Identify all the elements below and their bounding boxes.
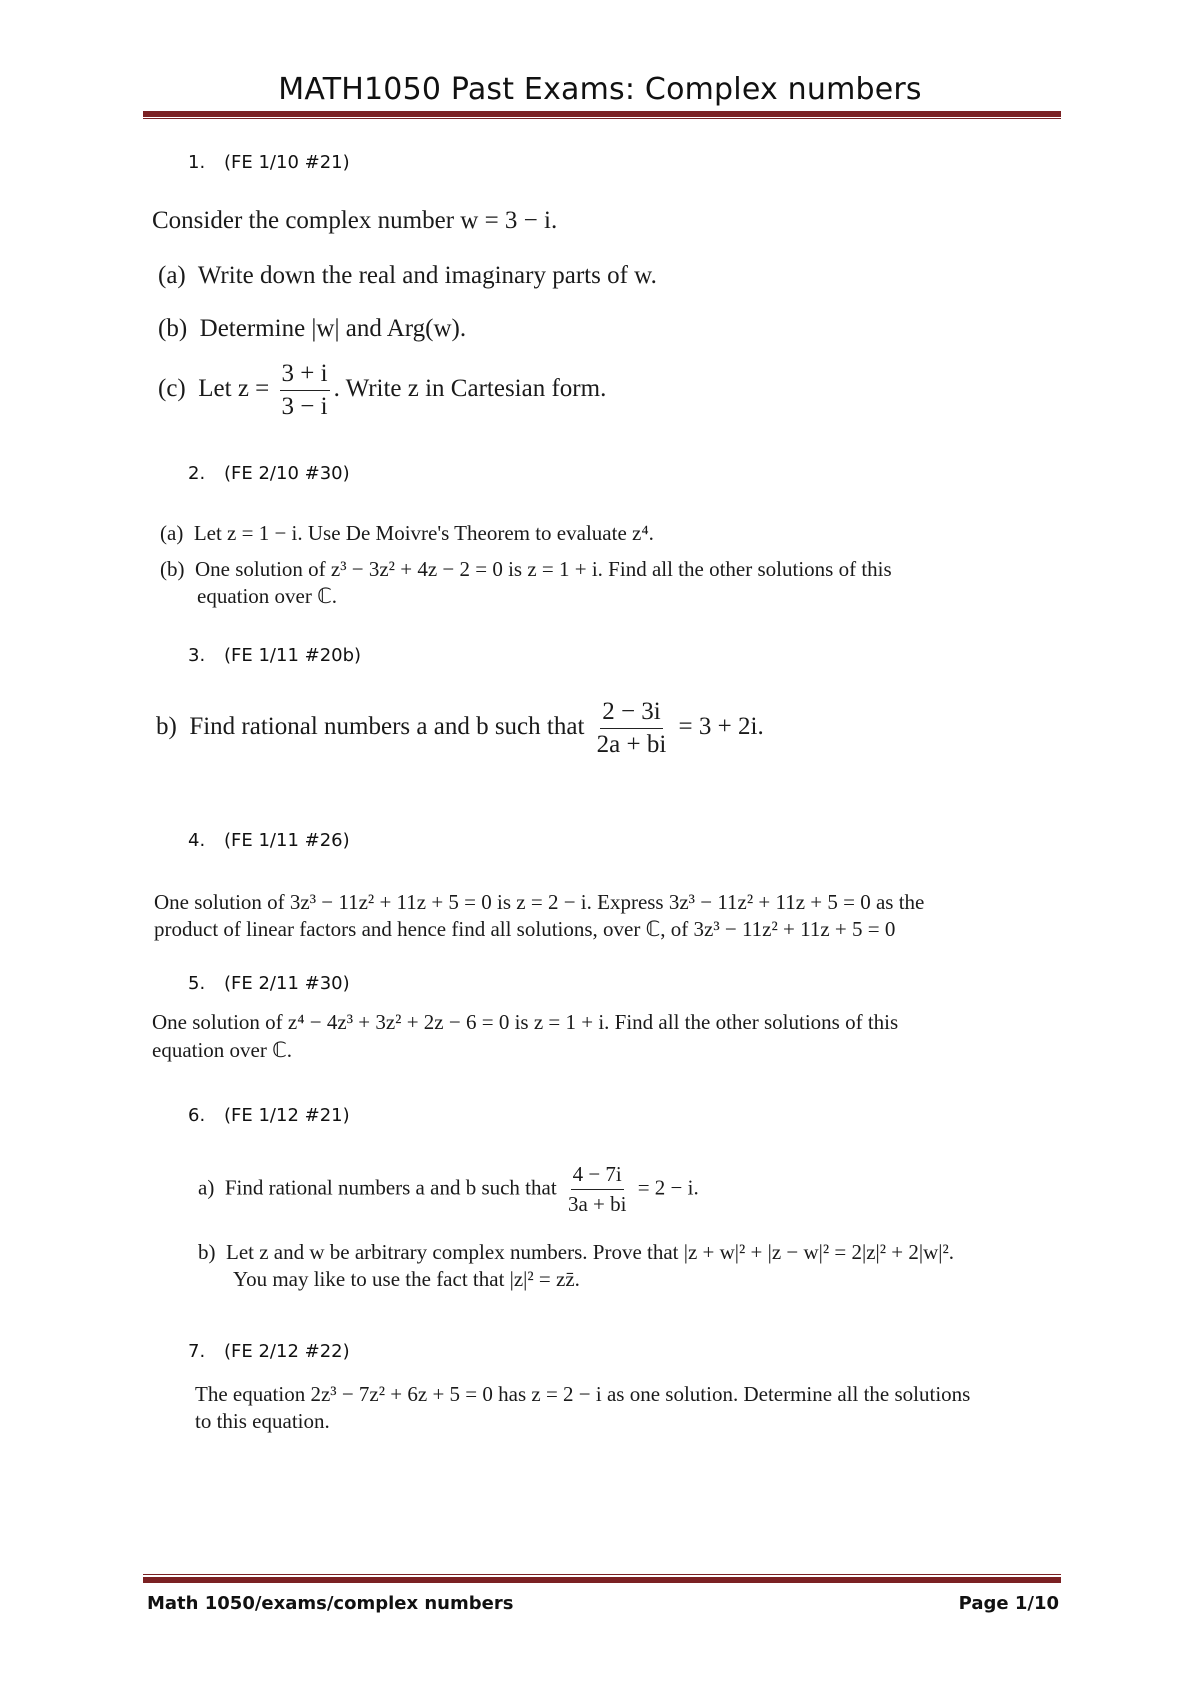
question-source: (FE 2/11 #30) — [224, 973, 350, 994]
question-2-heading — [188, 463, 350, 484]
question-2-part-b-cont: equation over ℂ. — [197, 584, 338, 608]
part-label: b) — [198, 1240, 216, 1264]
part-text-pre: Let z = — [198, 375, 270, 403]
part-text: Write down the real and imaginary parts of w. — [197, 262, 657, 289]
question-6-heading — [188, 1105, 350, 1126]
question-number: 3. — [188, 645, 206, 666]
part-label: (c) — [158, 375, 186, 403]
part-label: (a) — [160, 521, 184, 545]
fraction-denominator: 3 − i — [281, 393, 328, 420]
fraction-numerator: 4 − 7i — [571, 1162, 624, 1190]
question-4-heading — [188, 830, 350, 851]
question-source: (FE 2/12 #22) — [224, 1341, 350, 1362]
part-text: Let z = 1 − i. Use De Moivre's Theorem to evaluate z⁴. — [193, 521, 654, 545]
part-text: One solution of z³ − 3z² + 4z − 2 = 0 is z = 1 + i. Find all the other solutions of this — [195, 557, 892, 581]
question-source: (FE 1/10 #21) — [224, 152, 350, 173]
question-3-heading — [188, 645, 361, 666]
page-number: Page 1/10 — [958, 1593, 1059, 1614]
part-label: (a) — [158, 262, 186, 289]
fraction — [566, 1162, 629, 1217]
part-text-pre: Find rational numbers a and b such that — [189, 713, 585, 741]
question-number: 7. — [188, 1341, 206, 1362]
question-7-line-1: The equation 2z³ − 7z² + 6z + 5 = 0 has z = 2 − i as one solution. Determine all the solutions — [195, 1382, 971, 1406]
footer-rule — [143, 1577, 1061, 1583]
question-source: (FE 2/10 #30) — [224, 463, 350, 484]
fraction — [280, 360, 330, 421]
question-source: (FE 1/12 #21) — [224, 1105, 350, 1126]
question-1-part-b — [158, 315, 466, 343]
part-text-pre: Find rational numbers a and b such that — [224, 1175, 557, 1200]
question-5-line-2: equation over ℂ. — [152, 1038, 293, 1062]
part-label: a) — [198, 1175, 215, 1200]
question-source: (FE 1/11 #20b) — [224, 645, 362, 666]
question-6-part-a — [198, 1162, 699, 1217]
part-label: (b) — [158, 315, 188, 342]
question-3-part-b — [156, 698, 764, 759]
part-text: Determine |w| and Arg(w). — [199, 315, 467, 342]
fraction-denominator: 3a + bi — [567, 1192, 627, 1216]
question-7-line-2: to this equation. — [195, 1409, 330, 1433]
question-number: 4. — [188, 830, 206, 851]
part-text: Let z and w be arbitrary complex numbers. Prove that |z + w|² + |z − w|² = 2|z|² + 2|w|². — [226, 1240, 955, 1264]
page-title: MATH1050 Past Exams: Complex numbers — [278, 72, 922, 107]
question-number: 1. — [188, 152, 206, 173]
fraction — [595, 698, 669, 759]
part-text-post: = 2 − i. — [637, 1175, 699, 1200]
part-label: b) — [156, 713, 177, 741]
question-4-line-2: product of linear factors and hence find all solutions, over ℂ, of 3z³ − 11z² + 11z + 5 = 0 — [154, 917, 896, 941]
question-1-part-c — [158, 360, 606, 421]
question-2-part-a — [160, 521, 654, 546]
question-5-line-1: One solution of z⁴ − 4z³ + 3z² + 2z − 6 = 0 is z = 1 + i. Find all the other solutions of this — [152, 1010, 899, 1034]
question-2-part-b — [160, 557, 892, 582]
question-number: 5. — [188, 973, 206, 994]
question-4-line-1: One solution of 3z³ − 11z² + 11z + 5 = 0 is z = 2 − i. Express 3z³ − 11z² + 11z + 5 = 0 as the — [154, 890, 925, 914]
question-1-part-a — [158, 262, 657, 290]
footer-rule-thin — [143, 1574, 1061, 1575]
header-rule — [143, 111, 1061, 117]
question-6-part-b-cont: You may like to use the fact that |z|² = zz̄. — [233, 1267, 580, 1291]
part-text-post: . Write z in Cartesian form. — [333, 375, 607, 403]
fraction-numerator: 2 − 3i — [600, 698, 663, 729]
part-label: (b) — [160, 557, 185, 581]
question-1-heading — [188, 152, 350, 173]
fraction-denominator: 2a + bi — [596, 731, 667, 758]
question-5-heading — [188, 973, 350, 994]
question-7-heading — [188, 1341, 350, 1362]
header-rule-thin — [143, 118, 1061, 119]
question-1-intro: Consider the complex number w = 3 − i. — [152, 207, 558, 234]
question-6-part-b — [198, 1240, 954, 1265]
question-number: 6. — [188, 1105, 206, 1126]
footer-path: Math 1050/exams/complex numbers — [147, 1593, 514, 1614]
part-text-post: = 3 + 2i. — [678, 713, 764, 741]
question-source: (FE 1/11 #26) — [224, 830, 350, 851]
fraction-numerator: 3 + i — [280, 360, 330, 391]
question-number: 2. — [188, 463, 206, 484]
